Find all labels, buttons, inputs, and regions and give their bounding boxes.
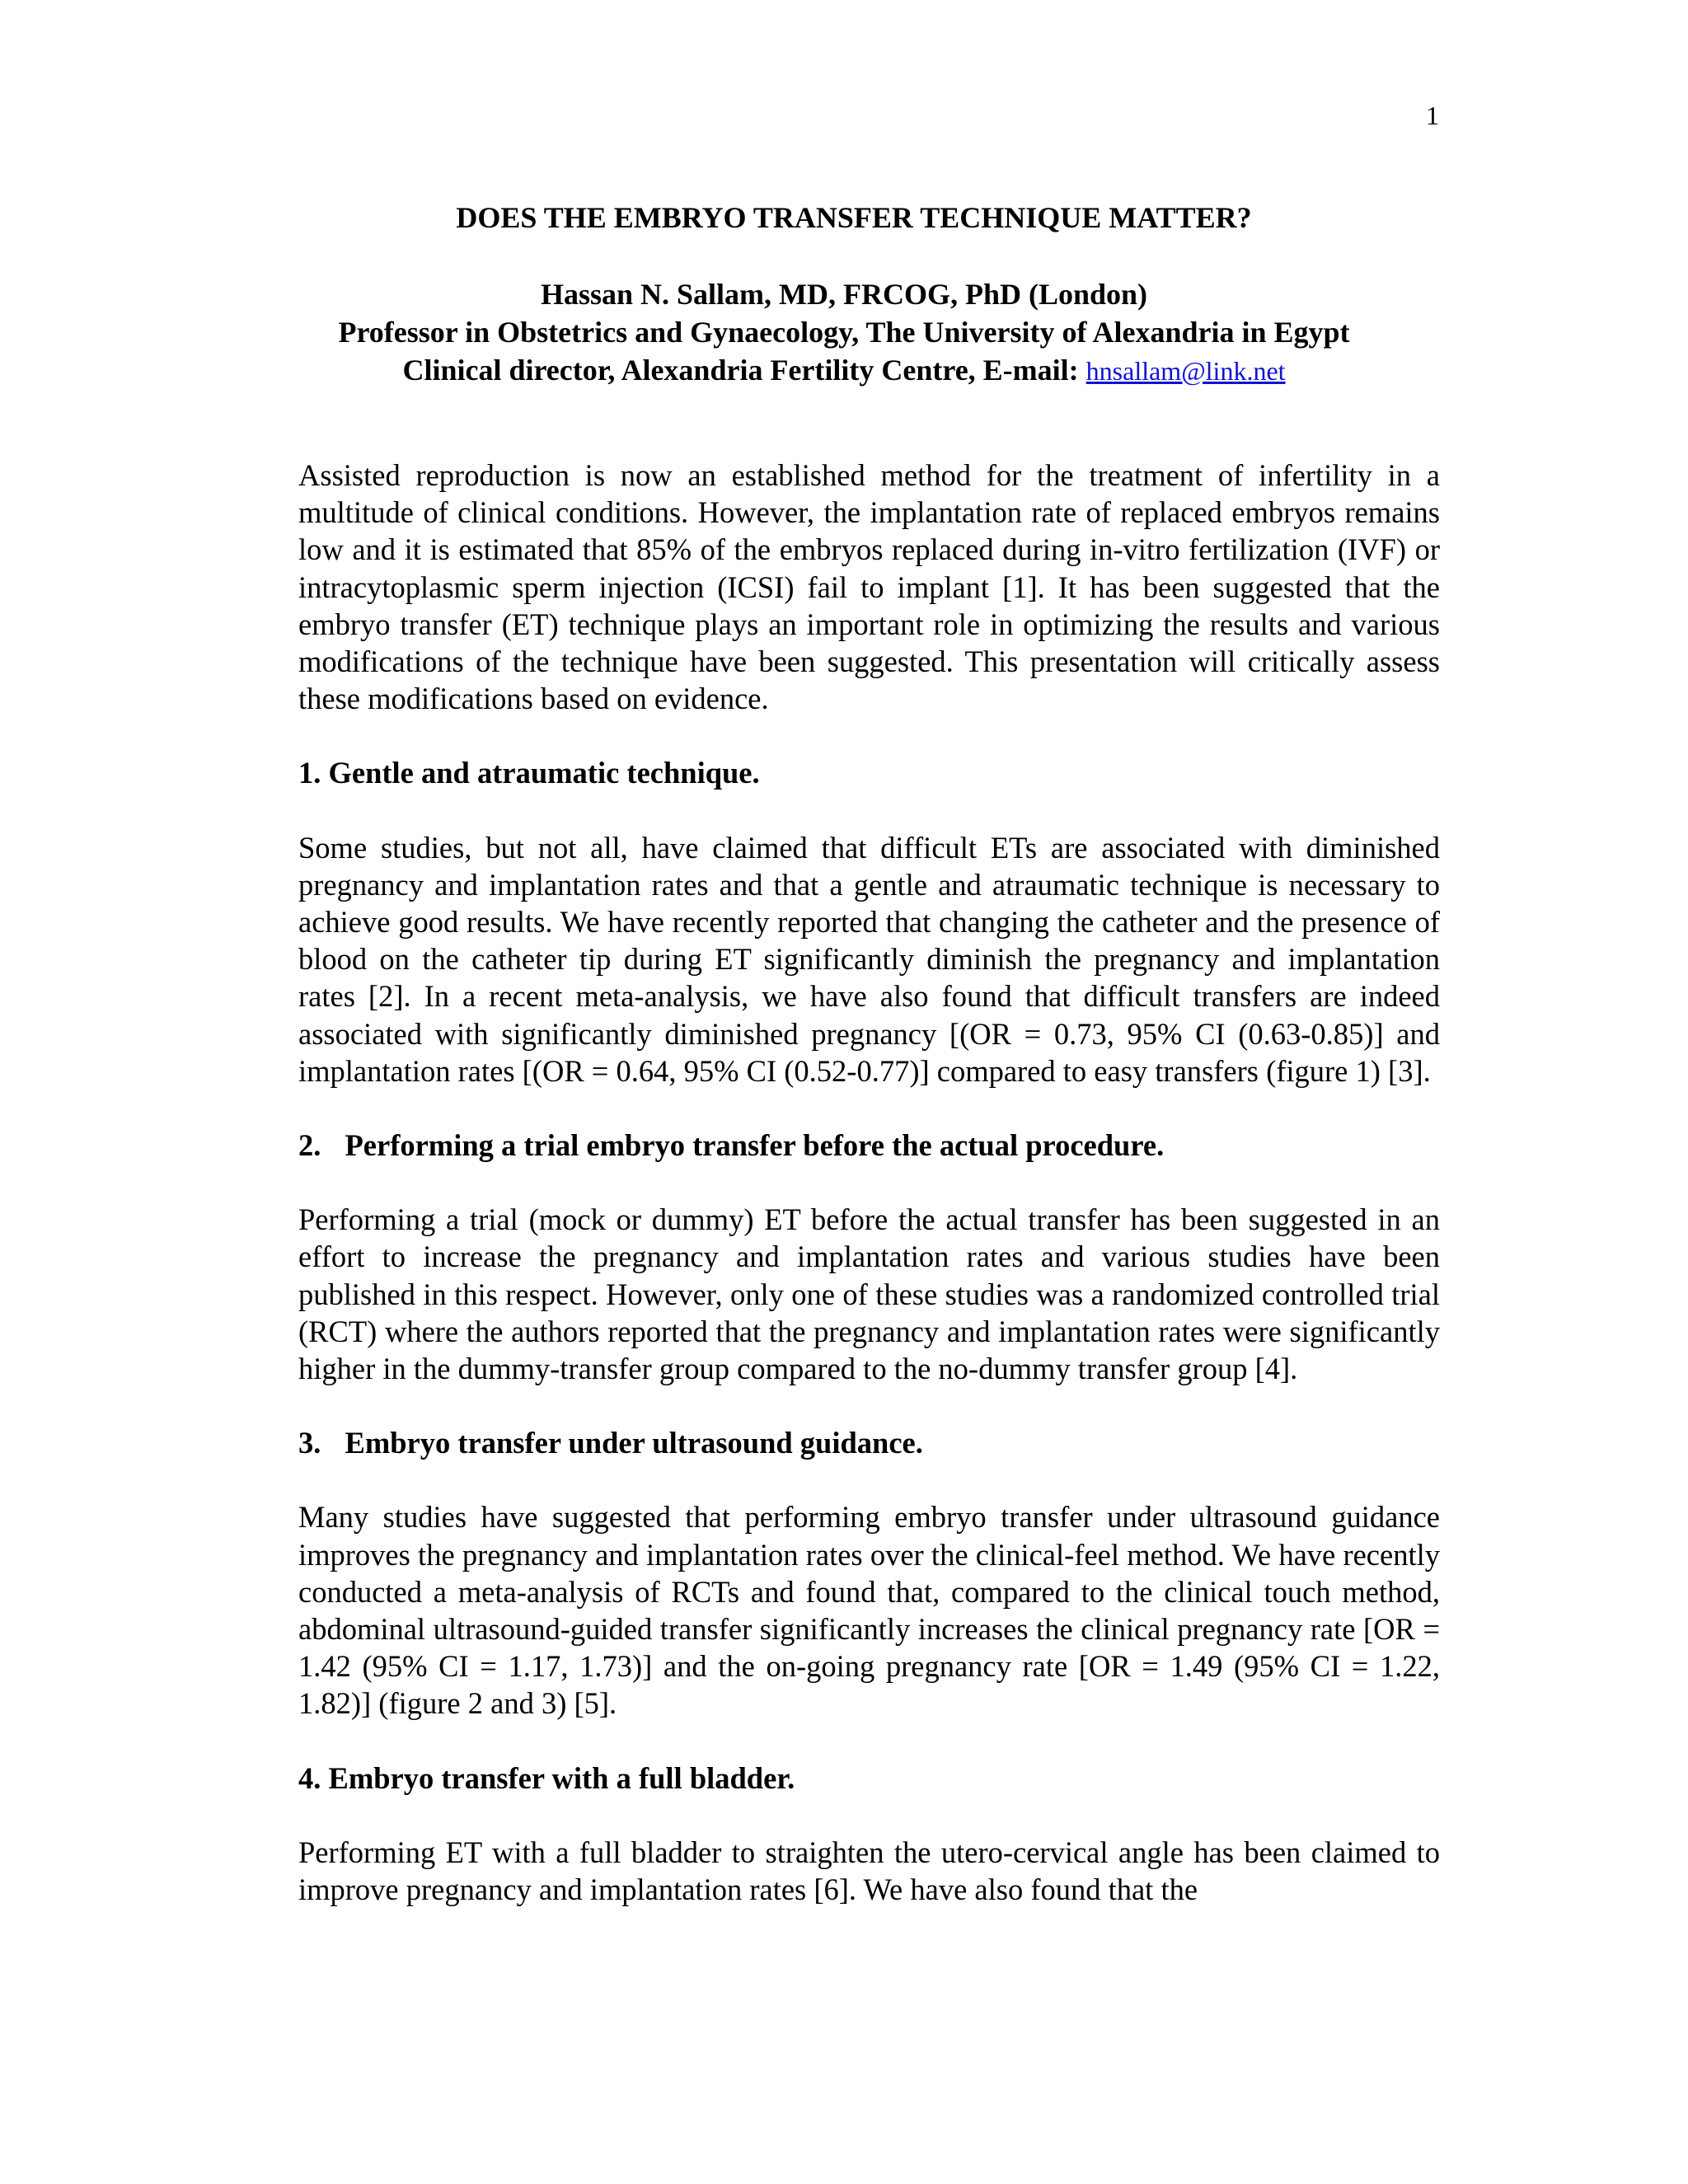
section-3-paragraph: Many studies have suggested that performing embryo transfer under ultrasound guidance improves the pregnancy and implantation rates over the clinical-feel method. We have recently conducted a meta-analysis of RCTs and found that, compared to the clinical touch method, abdominal ultrasound-guided transfer significantly increases the clinical pregnancy rate [OR = 1.42 (95% CI = 1.17, 1.73)] and the on-going pregnancy rate [OR = 1.49 (95% CI = 1.22, 1.82)] (figure 2 and 3) [5]. [298,1500,1440,1721]
section-2-heading [298,1127,1440,1164]
author-contact [0,351,1688,390]
author-affiliation: Professor in Obstetrics and Gynaecology, The University of Alexandria in Egypt [338,316,1350,349]
intro-paragraph: Assisted reproduction is now an established method for the treatment of infertility in a multitude of clinical conditions. However, the implantation rate of replaced embryos remains low and it is estimated that 85% of the embryos replaced during in-vitro fertilization (IVF) or intracytoplasmic sperm injection (ICSI) fail to implant [1]. It has been suggested that the embryo transfer (ET) technique plays an important role in optimizing the results and various modifications of the technique have been suggested. This presentation will critically assess these modifications based on evidence. [298,458,1440,716]
section-1-heading [298,754,1440,791]
paper-title: DOES THE EMBRYO TRANSFER TECHNIQUE MATTER? [456,201,1252,234]
paper-body [298,457,1440,1945]
section-3-title: Embryo transfer under ultrasound guidance. [345,1426,923,1460]
page-number: 1 [1426,101,1439,130]
director-line: Clinical director, Alexandria Fertility Centre, E-mail: [402,354,1079,387]
author-name: Hassan N. Sallam, MD, FRCOG, PhD (London) [540,278,1148,311]
section-4-title: Embryo transfer with a full bladder. [328,1760,795,1795]
section-4-number: 4. [298,1760,321,1795]
email-link[interactable]: hnsallam@link.net [1085,356,1286,386]
section-1-paragraph: Some studies, but not all, have claimed that difficult ETs are associated with diminished pregnancy and implantation rates and that a gentle and atraumatic technique is necessary to achieve good results. We have recently reported that changing the catheter and the presence of blood on the catheter tip during ET significantly diminish the pregnancy and implantation rates [2]. In a recent meta-analysis, we have also found that difficult transfers are indeed associated with significantly diminished pregnancy [(OR = 0.73, 95% CI (0.63-0.85)] and implantation rates [(OR = 0.64, 95% CI (0.52-0.77)] compared to easy transfers (figure 1) [3]. [298,830,1440,1088]
section-1-title: Gentle and atraumatic technique. [328,756,760,790]
section-4-heading [298,1760,1440,1797]
section-4-paragraph: Performing ET with a full bladder to straighten the utero-cervical angle has been claimed to improve pregnancy and implantation rates [6]. We have also found that the [298,1835,1440,1907]
section-2-paragraph: Performing a trial (mock or dummy) ET before the actual transfer has been suggested in an effort to increase the pregnancy and implantation rates and various studies have been published in this respect. However, only one of these studies was a randomized controlled trial (RCT) where the authors reported that the pregnancy and implantation rates were significantly higher in the dummy-transfer group compared to the no-dummy transfer group [4]. [298,1202,1440,1386]
paper-header [0,199,1688,390]
section-2-title: Performing a trial embryo transfer before the actual procedure. [345,1128,1165,1163]
section-3-number: 3. [298,1426,321,1460]
section-3-heading [298,1424,1440,1461]
section-1-number: 1. [298,756,321,790]
section-2-number: 2. [298,1128,321,1163]
